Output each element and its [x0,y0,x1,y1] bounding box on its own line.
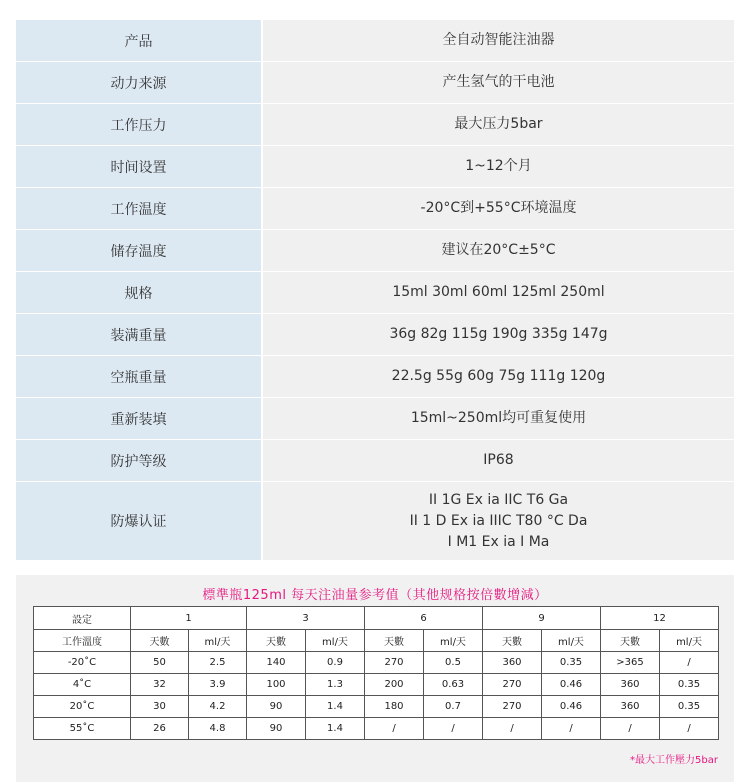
spec-table [16,20,734,561]
usage-panel [16,575,734,782]
spec-row-product [16,20,734,62]
data-cell: / [483,718,542,740]
spec-value [263,272,734,313]
temp-label: 工作溫度 [34,630,131,652]
temp-cell: 55˚C [34,718,131,740]
spec-value-line: I M1 Ex ia I Ma [447,533,550,550]
spec-value [263,20,734,61]
spec-value-line: II 1G Ex ia IIC T6 Ga [428,491,569,508]
days-label: 天數 [365,630,424,652]
spec-value-line: II 1 D Ex ia IIIC T80 °C Da [409,512,588,529]
spec-key: 储存温度 [16,230,263,271]
data-cell: / [601,718,660,740]
data-cell: 90 [247,718,306,740]
spec-row-storage-temp [16,230,734,272]
spec-value [263,188,734,229]
rate-label: ml/天 [424,630,483,652]
spec-row-refill [16,398,734,440]
spec-key: 规格 [16,272,263,313]
spec-value [263,230,734,271]
data-cell: 2.5 [189,652,247,674]
spec-value [263,482,734,560]
data-cell: 90 [247,696,306,718]
spec-value-text: 22.5g 55g 60g 75g 111g 120g [391,368,606,384]
spec-row-working-temp [16,188,734,230]
spec-key: 动力来源 [16,62,263,103]
temp-cell: -20˚C [34,652,131,674]
usage-title: 標準瓶125ml 每天注油量参考值（其他规格按倍數增減） [202,588,548,603]
temp-cell: 4˚C [34,674,131,696]
setting-label: 設定 [34,607,131,630]
data-cell: 360 [483,652,542,674]
data-cell: 0.9 [306,652,365,674]
data-cell: 32 [131,674,189,696]
spec-value-text: 36g 82g 115g 190g 335g 147g [389,326,608,342]
data-cell: / [424,718,483,740]
data-cell: 3.9 [189,674,247,696]
data-cell: 1.4 [306,718,365,740]
spec-value [263,314,734,355]
data-cell: 0.7 [424,696,483,718]
spec-row-pressure [16,104,734,146]
spec-value-text: 15ml~250ml均可重复使用 [410,410,587,426]
days-label: 天數 [131,630,189,652]
spec-value-text: 1~12个月 [465,158,532,174]
data-cell: 26 [131,718,189,740]
table-row [34,652,719,674]
spec-value [263,62,734,103]
data-cell: 0.35 [660,674,719,696]
spec-row-empty-weight [16,356,734,398]
spec-key: 防爆认证 [16,482,263,560]
max-pressure-note: *最大工作壓力5bar [630,755,718,766]
spec-value-text: 15ml 30ml 60ml 125ml 250ml [392,284,605,300]
data-cell: 1.4 [306,696,365,718]
spec-key: 工作温度 [16,188,263,229]
spec-key: 装满重量 [16,314,263,355]
table-row [34,674,719,696]
spec-key: 产品 [16,20,263,61]
spec-row-sizes [16,272,734,314]
data-cell: / [542,718,601,740]
spec-value [263,356,734,397]
rate-label: ml/天 [306,630,365,652]
data-cell: 140 [247,652,306,674]
data-cell: 360 [601,696,660,718]
data-cell: 180 [365,696,424,718]
spec-value [263,104,734,145]
setting-3: 3 [247,607,365,630]
data-cell: 270 [483,696,542,718]
spec-value-text: -20°C到+55°C环境温度 [420,200,577,216]
days-label: 天數 [601,630,660,652]
data-cell: >365 [601,652,660,674]
data-cell: / [660,718,719,740]
data-cell: 50 [131,652,189,674]
usage-subheader-row [34,630,719,652]
spec-key: 重新装填 [16,398,263,439]
data-cell: / [660,652,719,674]
days-label: 天數 [247,630,306,652]
spec-row-protection [16,440,734,482]
spec-value-text: 最大压力5bar [454,116,543,132]
spec-value-text: 全自动智能注油器 [442,32,555,48]
table-row [34,696,719,718]
spec-value-text: 产生氢气的干电池 [442,74,555,90]
setting-9: 9 [483,607,601,630]
usage-table [33,606,719,740]
data-cell: 0.63 [424,674,483,696]
spec-row-full-weight [16,314,734,356]
table-row [34,718,719,740]
temp-cell: 20˚C [34,696,131,718]
spec-key: 空瓶重量 [16,356,263,397]
data-cell: 270 [483,674,542,696]
spec-key: 工作压力 [16,104,263,145]
data-cell: 0.46 [542,696,601,718]
data-cell: 360 [601,674,660,696]
spec-value [263,398,734,439]
data-cell: / [365,718,424,740]
data-cell: 4.2 [189,696,247,718]
data-cell: 0.35 [660,696,719,718]
data-cell: 1.3 [306,674,365,696]
data-cell: 200 [365,674,424,696]
rate-label: ml/天 [542,630,601,652]
spec-key: 防护等级 [16,440,263,481]
spec-value-text: 建议在20°C±5°C [441,242,556,258]
spec-value [263,146,734,187]
spec-value [263,440,734,481]
days-label: 天數 [483,630,542,652]
spec-row-time [16,146,734,188]
rate-label: ml/天 [189,630,247,652]
setting-12: 12 [601,607,719,630]
spec-row-power [16,62,734,104]
data-cell: 0.46 [542,674,601,696]
spec-value-text: IP68 [483,452,514,468]
spec-row-ex-certification [16,482,734,561]
setting-1: 1 [131,607,247,630]
data-cell: 100 [247,674,306,696]
usage-header-row [34,607,719,630]
data-cell: 0.5 [424,652,483,674]
data-cell: 270 [365,652,424,674]
spec-key: 时间设置 [16,146,263,187]
data-cell: 4.8 [189,718,247,740]
data-cell: 30 [131,696,189,718]
rate-label: ml/天 [660,630,719,652]
data-cell: 0.35 [542,652,601,674]
setting-6: 6 [365,607,483,630]
